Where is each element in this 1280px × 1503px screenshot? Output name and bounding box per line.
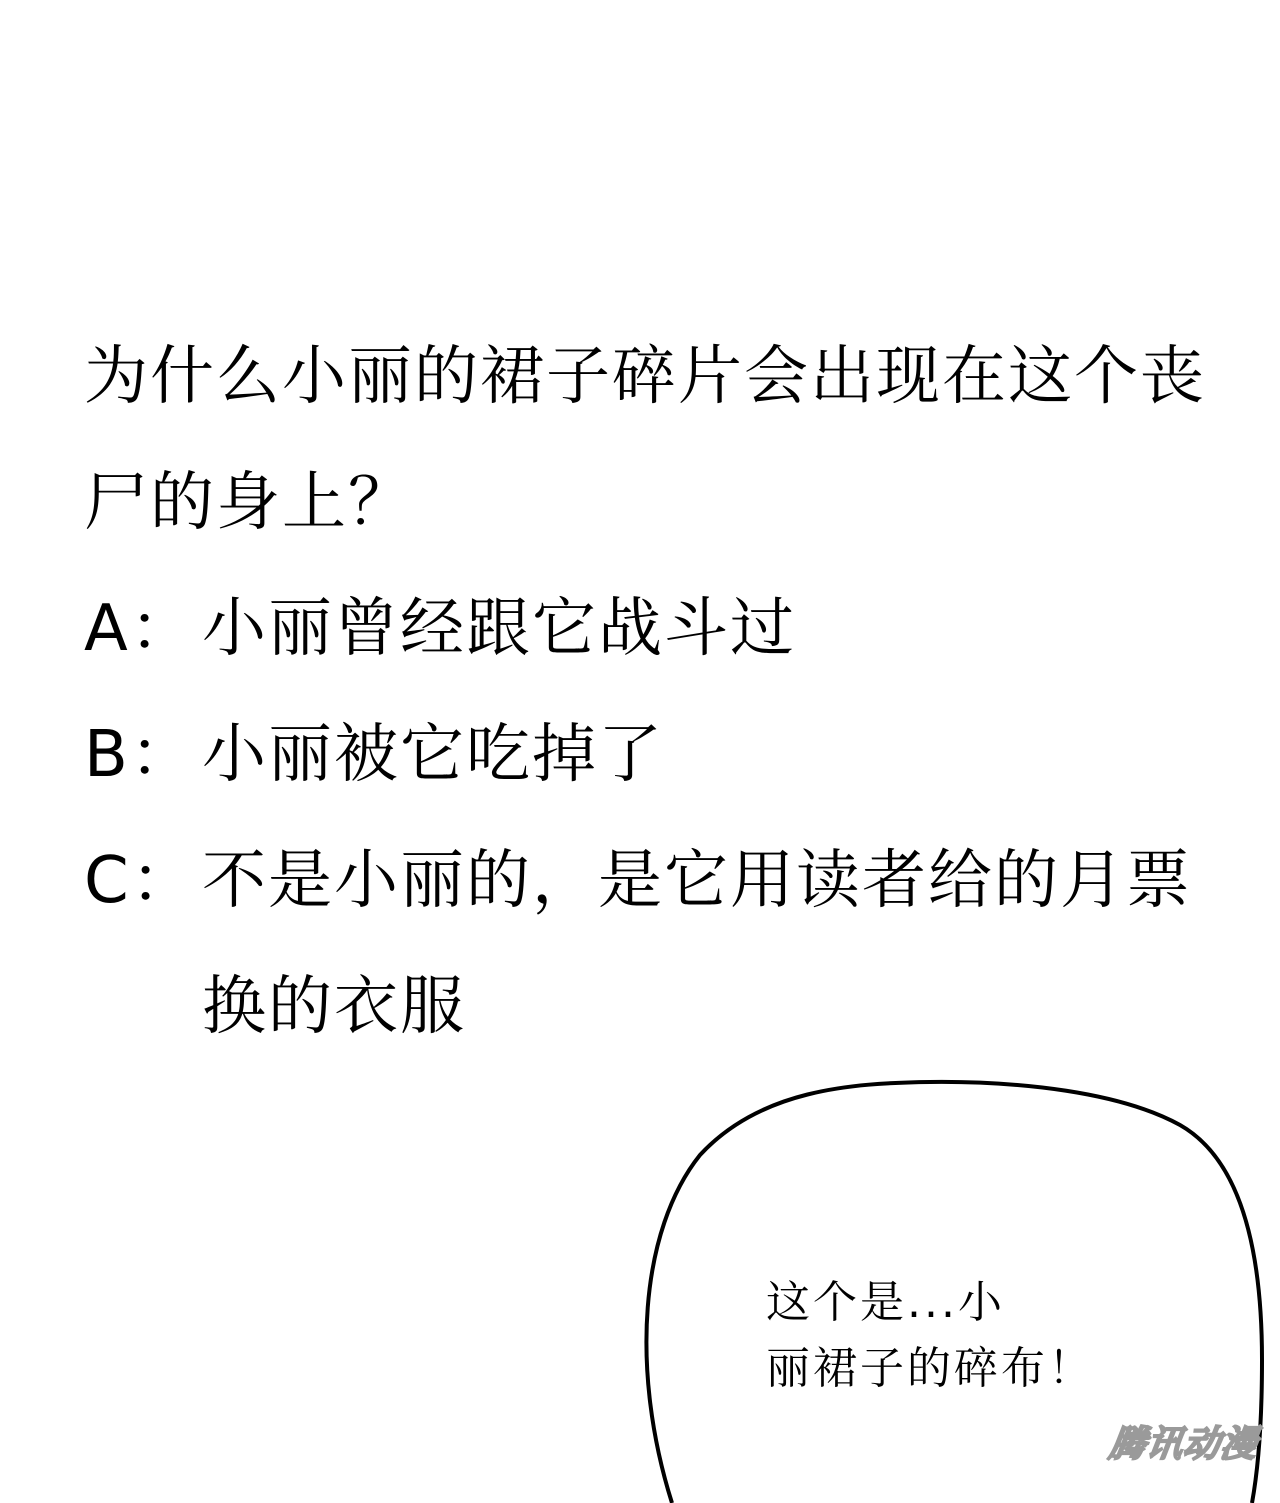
quiz-option-c — [84, 818, 1222, 1070]
option-letter: B： — [84, 718, 196, 792]
speech-bubble-text — [766, 1270, 1126, 1402]
option-letter: C： — [84, 844, 197, 918]
quiz-option-b — [84, 692, 1222, 818]
option-text: 不是小丽的，是它用读者给的月票换的衣服 — [202, 844, 1192, 1044]
speech-line-1: 这个是...小 — [766, 1277, 1005, 1328]
quiz-question: 为什么小丽的裙子碎片会出现在这个丧尸的身上？ — [84, 340, 1206, 540]
speech-line-2: 丽裙子的碎布！ — [766, 1343, 1095, 1394]
quiz-option-a — [84, 566, 1222, 692]
option-letter: A： — [84, 592, 196, 666]
option-text: 小丽曾经跟它战斗过 — [202, 592, 796, 666]
option-text: 小丽被它吃掉了 — [202, 718, 664, 792]
watermark-logo: 腾讯动漫 — [1106, 1424, 1261, 1465]
